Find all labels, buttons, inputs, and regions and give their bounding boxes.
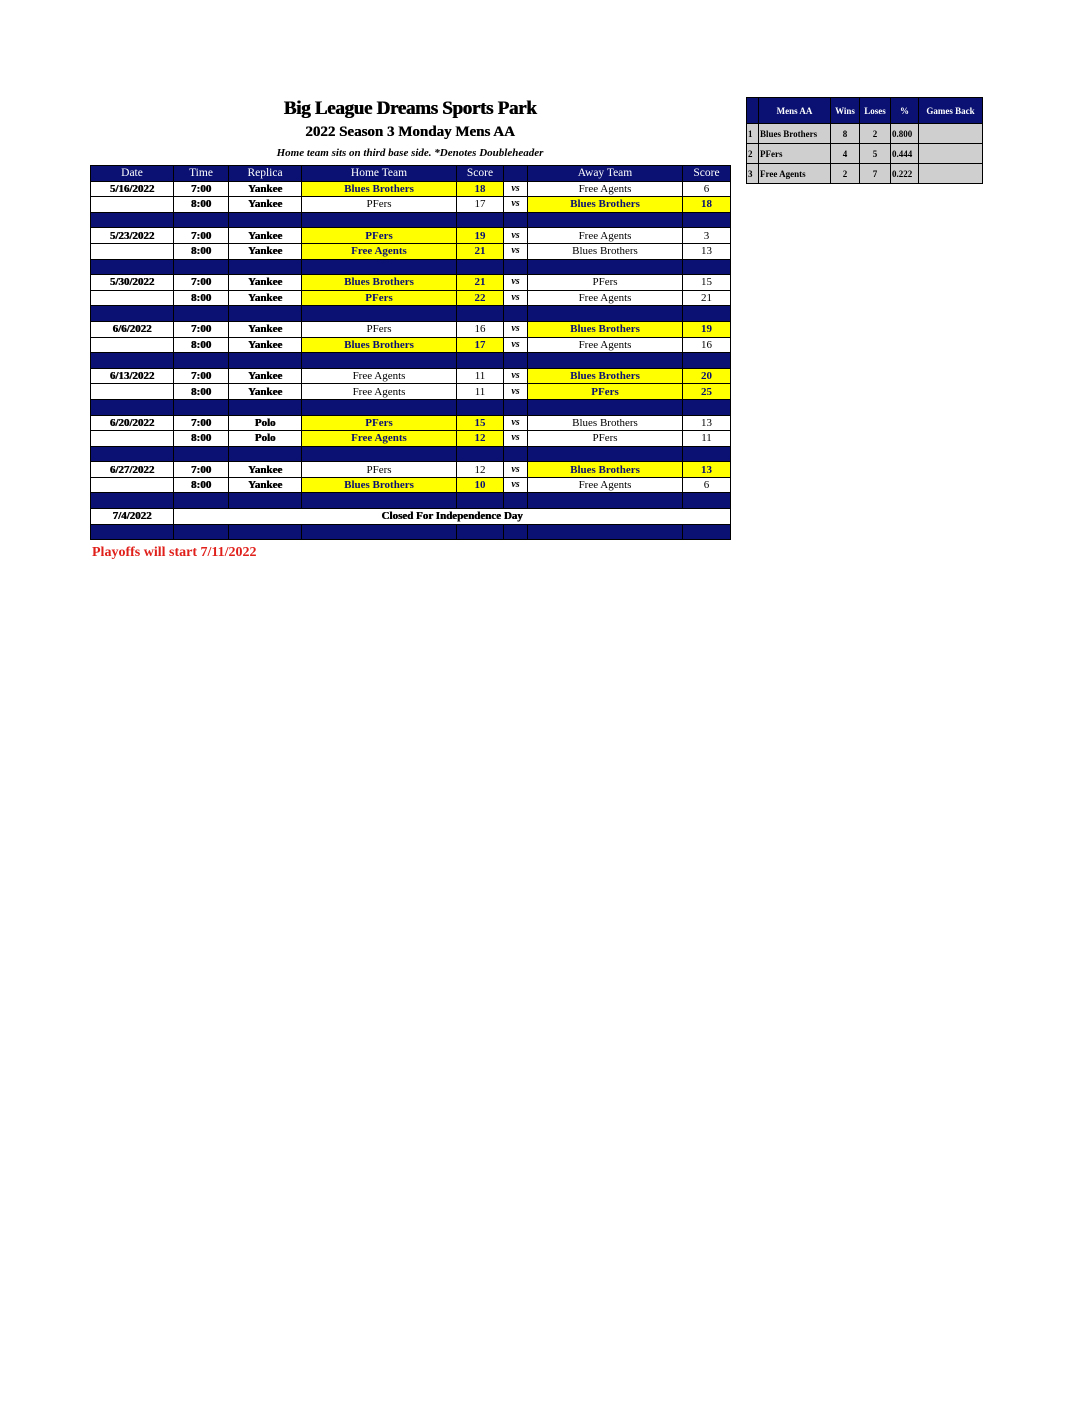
standings-col-loses: Loses (860, 98, 891, 124)
game-time: 8:00 (174, 431, 229, 447)
away-team: Free Agents (528, 181, 683, 197)
separator-cell (174, 259, 229, 275)
home-team: Free Agents (302, 243, 457, 259)
game-time: 8:00 (174, 197, 229, 213)
game-row (91, 290, 731, 306)
away-score: 13 (683, 462, 731, 478)
standings-col-wins: Wins (831, 98, 860, 124)
separator-cell (302, 446, 457, 462)
away-score: 16 (683, 337, 731, 353)
standings-rank: 2 (747, 144, 759, 164)
game-date: 7/4/2022 (91, 509, 174, 525)
game-time: 7:00 (174, 462, 229, 478)
vs-label: vs (504, 368, 528, 384)
separator-cell (683, 524, 731, 540)
home-score: 21 (457, 243, 504, 259)
away-team: Blues Brothers (528, 243, 683, 259)
home-score: 17 (457, 337, 504, 353)
game-row (91, 275, 731, 291)
standings-header-row (747, 98, 983, 124)
home-team: Blues Brothers (302, 275, 457, 291)
separator-row (91, 353, 731, 369)
standings-col-division: Mens AA (759, 98, 831, 124)
standings-wins: 4 (831, 144, 860, 164)
away-score: 6 (683, 181, 731, 197)
away-score: 15 (683, 275, 731, 291)
away-team: Free Agents (528, 477, 683, 493)
game-replica: Yankee (229, 197, 302, 213)
away-team: Blues Brothers (528, 197, 683, 213)
home-team: Free Agents (302, 431, 457, 447)
away-team: PFers (528, 384, 683, 400)
home-score: 17 (457, 197, 504, 213)
standings-loses: 5 (860, 144, 891, 164)
separator-cell (683, 399, 731, 415)
separator-cell (683, 353, 731, 369)
game-replica: Yankee (229, 462, 302, 478)
vs-label: vs (504, 243, 528, 259)
standings-rank: 3 (747, 164, 759, 184)
standings-games-back (919, 164, 983, 184)
standings-row (747, 164, 983, 184)
game-row (91, 415, 731, 431)
standings-games-back (919, 124, 983, 144)
separator-cell (229, 212, 302, 228)
standings-pct: 0.222 (891, 164, 919, 184)
away-team: Free Agents (528, 337, 683, 353)
separator-cell (457, 493, 504, 509)
game-time: 8:00 (174, 337, 229, 353)
separator-cell (229, 446, 302, 462)
vs-label: vs (504, 228, 528, 244)
separator-cell (174, 524, 229, 540)
separator-cell (528, 399, 683, 415)
standings-rank: 1 (747, 124, 759, 144)
away-team: Free Agents (528, 290, 683, 306)
separator-cell (229, 399, 302, 415)
separator-cell (528, 306, 683, 322)
col-time: Time (174, 166, 229, 182)
separator-cell (174, 306, 229, 322)
game-date: 5/23/2022 (91, 228, 174, 244)
separator-cell (504, 259, 528, 275)
vs-label: vs (504, 181, 528, 197)
separator-cell (528, 353, 683, 369)
away-score: 18 (683, 197, 731, 213)
col-replica: Replica (229, 166, 302, 182)
standings-loses: 7 (860, 164, 891, 184)
separator-cell (91, 524, 174, 540)
separator-cell (457, 353, 504, 369)
game-date (91, 477, 174, 493)
vs-label: vs (504, 290, 528, 306)
standings-team: Blues Brothers (759, 124, 831, 144)
col-home-team: Home Team (302, 166, 457, 182)
separator-row (91, 212, 731, 228)
game-time: 8:00 (174, 477, 229, 493)
home-team: Blues Brothers (302, 337, 457, 353)
game-date: 6/6/2022 (91, 321, 174, 337)
separator-cell (229, 259, 302, 275)
standings-wins: 8 (831, 124, 860, 144)
separator-cell (302, 353, 457, 369)
separator-row (91, 493, 731, 509)
home-score: 19 (457, 228, 504, 244)
col-away-score: Score (683, 166, 731, 182)
game-date (91, 431, 174, 447)
separator-cell (174, 399, 229, 415)
separator-cell (91, 306, 174, 322)
vs-label: vs (504, 321, 528, 337)
away-team: Free Agents (528, 228, 683, 244)
away-score: 13 (683, 243, 731, 259)
game-time: 7:00 (174, 181, 229, 197)
separator-cell (302, 212, 457, 228)
game-date (91, 290, 174, 306)
separator-cell (302, 306, 457, 322)
separator-cell (174, 212, 229, 228)
game-date: 6/20/2022 (91, 415, 174, 431)
away-score: 21 (683, 290, 731, 306)
game-row (91, 243, 731, 259)
game-time: 8:00 (174, 290, 229, 306)
away-score: 19 (683, 321, 731, 337)
away-score: 3 (683, 228, 731, 244)
separator-cell (229, 493, 302, 509)
separator-cell (91, 493, 174, 509)
standings-col-games-back: Games Back (919, 98, 983, 124)
away-team: Blues Brothers (528, 415, 683, 431)
separator-cell (504, 353, 528, 369)
separator-cell (302, 493, 457, 509)
home-score: 18 (457, 181, 504, 197)
separator-cell (91, 212, 174, 228)
separator-cell (683, 259, 731, 275)
away-score: 25 (683, 384, 731, 400)
game-row (91, 197, 731, 213)
separator-cell (91, 353, 174, 369)
away-score: 11 (683, 431, 731, 447)
standings-wins: 2 (831, 164, 860, 184)
home-team: PFers (302, 415, 457, 431)
home-score: 12 (457, 431, 504, 447)
separator-cell (457, 399, 504, 415)
away-team: PFers (528, 275, 683, 291)
game-replica: Yankee (229, 181, 302, 197)
home-team: PFers (302, 321, 457, 337)
home-score: 12 (457, 462, 504, 478)
separator-row (91, 259, 731, 275)
standings-col-rank (747, 98, 759, 124)
separator-cell (457, 524, 504, 540)
separator-cell (504, 493, 528, 509)
standings-games-back (919, 144, 983, 164)
separator-row (91, 399, 731, 415)
home-team: Blues Brothers (302, 477, 457, 493)
home-team: Free Agents (302, 384, 457, 400)
game-replica: Polo (229, 431, 302, 447)
game-replica: Yankee (229, 368, 302, 384)
separator-cell (302, 259, 457, 275)
separator-row (91, 446, 731, 462)
game-row (91, 384, 731, 400)
separator-cell (528, 446, 683, 462)
schedule-table (90, 165, 731, 540)
vs-label: vs (504, 431, 528, 447)
page-title: Big League Dreams Sports Park (283, 98, 537, 119)
standings-table (746, 97, 983, 184)
col-vs (504, 166, 528, 182)
away-team: Blues Brothers (528, 462, 683, 478)
separator-cell (683, 306, 731, 322)
game-replica: Yankee (229, 275, 302, 291)
home-team: Free Agents (302, 368, 457, 384)
away-team: Blues Brothers (528, 368, 683, 384)
home-team: Blues Brothers (302, 181, 457, 197)
game-date (91, 384, 174, 400)
vs-label: vs (504, 462, 528, 478)
vs-label: vs (504, 337, 528, 353)
separator-cell (504, 306, 528, 322)
separator-cell (528, 524, 683, 540)
vs-label: vs (504, 384, 528, 400)
vs-label: vs (504, 197, 528, 213)
standings-team: PFers (759, 144, 831, 164)
game-date: 6/27/2022 (91, 462, 174, 478)
standings-col-pct: % (891, 98, 919, 124)
away-team: PFers (528, 431, 683, 447)
game-date: 5/16/2022 (91, 181, 174, 197)
game-row (91, 477, 731, 493)
game-time: 8:00 (174, 384, 229, 400)
separator-cell (683, 493, 731, 509)
separator-cell (174, 493, 229, 509)
game-date (91, 337, 174, 353)
separator-cell (91, 399, 174, 415)
vs-label: vs (504, 477, 528, 493)
game-replica: Polo (229, 415, 302, 431)
separator-cell (504, 524, 528, 540)
separator-cell (504, 399, 528, 415)
col-date: Date (91, 166, 174, 182)
game-date (91, 197, 174, 213)
separator-cell (504, 446, 528, 462)
separator-cell (528, 493, 683, 509)
separator-cell (91, 259, 174, 275)
separator-cell (528, 212, 683, 228)
home-score: 10 (457, 477, 504, 493)
game-replica: Yankee (229, 290, 302, 306)
game-time: 7:00 (174, 415, 229, 431)
away-score: 20 (683, 368, 731, 384)
standings-team: Free Agents (759, 164, 831, 184)
game-replica: Yankee (229, 337, 302, 353)
separator-cell (504, 212, 528, 228)
home-team: PFers (302, 228, 457, 244)
away-score: 6 (683, 477, 731, 493)
separator-cell (457, 212, 504, 228)
standings-loses: 2 (860, 124, 891, 144)
game-replica: Yankee (229, 321, 302, 337)
separator-cell (457, 446, 504, 462)
col-away-team: Away Team (528, 166, 683, 182)
separator-cell (229, 524, 302, 540)
closed-note: Closed For Independence Day (174, 509, 731, 525)
separator-row (91, 306, 731, 322)
separator-cell (302, 399, 457, 415)
col-home-score: Score (457, 166, 504, 182)
separator-cell (457, 306, 504, 322)
standings-row (747, 144, 983, 164)
away-team: Blues Brothers (528, 321, 683, 337)
game-date: 6/13/2022 (91, 368, 174, 384)
home-score: 11 (457, 384, 504, 400)
game-replica: Yankee (229, 228, 302, 244)
vs-label: vs (504, 415, 528, 431)
separator-cell (683, 212, 731, 228)
separator-cell (174, 446, 229, 462)
home-score: 21 (457, 275, 504, 291)
playoffs-note: Playoffs will start 7/11/2022 (92, 545, 257, 560)
game-time: 8:00 (174, 243, 229, 259)
game-date: 5/30/2022 (91, 275, 174, 291)
standings-pct: 0.800 (891, 124, 919, 144)
home-score: 11 (457, 368, 504, 384)
game-row (91, 228, 731, 244)
separator-cell (229, 353, 302, 369)
game-row (91, 462, 731, 478)
schedule-header-row (91, 166, 731, 182)
game-row (91, 431, 731, 447)
separator-cell (302, 524, 457, 540)
home-score: 15 (457, 415, 504, 431)
separator-cell (91, 446, 174, 462)
game-replica: Yankee (229, 384, 302, 400)
game-row (91, 321, 731, 337)
separator-cell (174, 353, 229, 369)
game-time: 7:00 (174, 275, 229, 291)
separator-row (91, 524, 731, 540)
game-time: 7:00 (174, 368, 229, 384)
separator-cell (457, 259, 504, 275)
standings-row (747, 124, 983, 144)
standings-pct: 0.444 (891, 144, 919, 164)
home-team: PFers (302, 462, 457, 478)
schedule-note: Home team sits on third base side. *Denotes Doubleheader (276, 147, 544, 159)
game-time: 7:00 (174, 321, 229, 337)
game-date (91, 243, 174, 259)
home-team: PFers (302, 197, 457, 213)
game-replica: Yankee (229, 477, 302, 493)
home-score: 16 (457, 321, 504, 337)
game-time: 7:00 (174, 228, 229, 244)
separator-cell (683, 446, 731, 462)
closed-row (91, 509, 731, 525)
home-team: PFers (302, 290, 457, 306)
home-score: 22 (457, 290, 504, 306)
away-score: 13 (683, 415, 731, 431)
game-replica: Yankee (229, 243, 302, 259)
game-row (91, 181, 731, 197)
separator-cell (528, 259, 683, 275)
separator-cell (229, 306, 302, 322)
page-subtitle: 2022 Season 3 Monday Mens AA (305, 124, 515, 140)
vs-label: vs (504, 275, 528, 291)
game-row (91, 337, 731, 353)
game-row (91, 368, 731, 384)
